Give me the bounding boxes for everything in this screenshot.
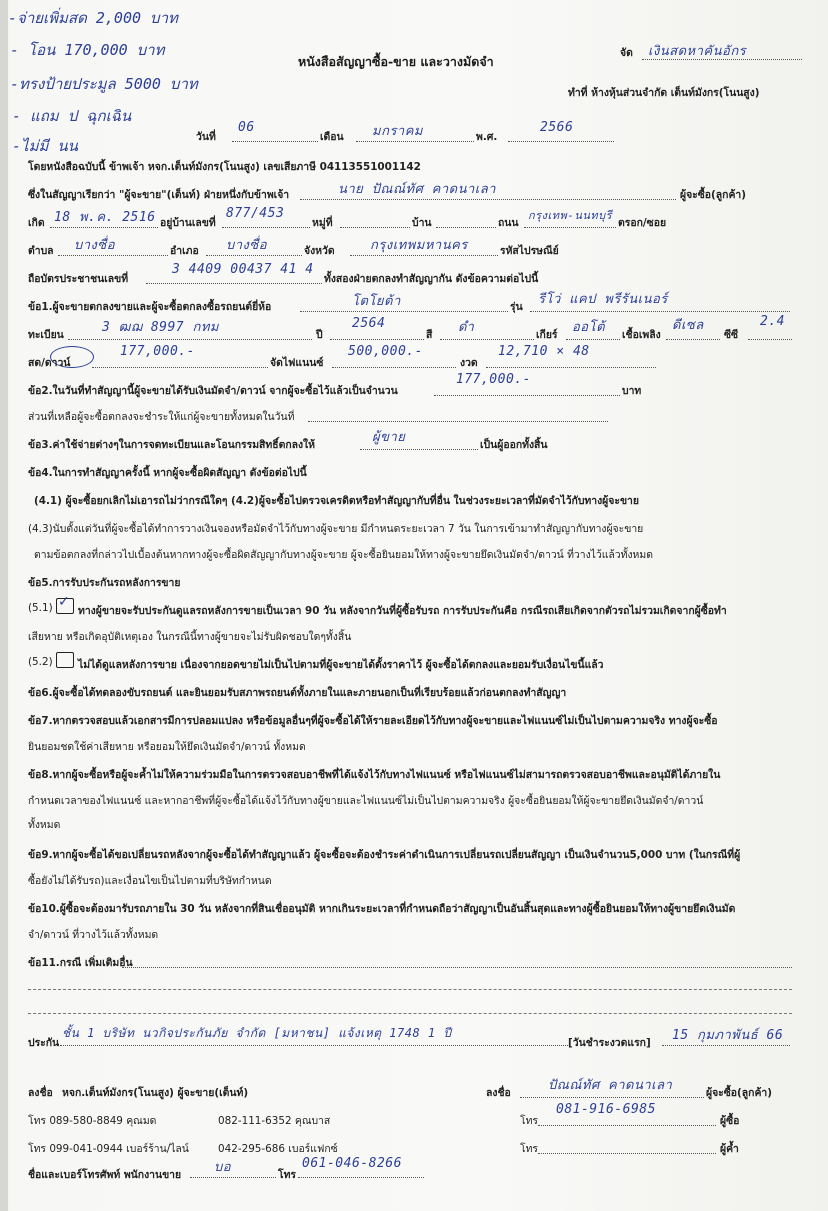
place-at: ทำที่ ห้างหุ้นส่วนจำกัด เต็นท์มังกร(โนนสูง) bbox=[568, 87, 760, 99]
seller-tel-2: 082-111-6352 คุณบาส bbox=[218, 1115, 331, 1127]
first-payment-label: [วันชำระงวดแรก] bbox=[568, 1037, 651, 1049]
cash-label: สด/ดาวน์ bbox=[28, 357, 71, 369]
district-label: อำเภอ bbox=[170, 245, 199, 257]
road-value: กรุงเทพ-นนทบุรี bbox=[528, 209, 613, 222]
clause-3: ข้อ3.ค่าใช้จ่ายต่างๆในการจดทะเบียนและโอนกรรมสิทธิ์ตกลงให้ bbox=[28, 439, 315, 451]
province-label: จังหวัด bbox=[304, 245, 335, 257]
subdistrict-value: บางซื่อ bbox=[74, 238, 116, 253]
house-value: 877/453 bbox=[226, 206, 285, 221]
note-5: -ไม่มี นน bbox=[12, 137, 78, 155]
year-value: 2566 bbox=[540, 120, 574, 135]
clause-11: ข้อ11.กรณี เพิ่มเติมอื่น bbox=[28, 957, 133, 969]
gear-label: เกียร์ bbox=[536, 329, 558, 341]
note-4: - แถม ป ฉุกเฉิน bbox=[12, 107, 132, 125]
clause-5-2: ไม่ได้ดูแลหลังการขาย เนื่องจากยอดขายไม่เป็นไปตามที่ผู้จะขายได้ตั้งราคาไว้ ผู้จะซื้อได้ตกลงและยอมรับเงื่อนไขนี้แล้ว bbox=[78, 659, 604, 671]
id-value: 3 4409 00437 41 4 bbox=[172, 262, 314, 277]
road-label: ถนน bbox=[498, 217, 519, 229]
place-value: เงินสดหาคันอักร bbox=[648, 44, 747, 59]
cc-label: ซีซี bbox=[724, 329, 739, 341]
clause-5-1a: ทางผู้ขายจะรับประกันดูแลรถหลังการขายเป็นเวลา 90 วัน หลังจากวันที่ผู้ซื้อรับรถ การรับประกันคือ กรณีรถเสียเกิดจากตัวรถไม่รวมเกิดจากผู้ซื้อทำ bbox=[78, 605, 727, 617]
buyer-name: นาย ปัณณ์ทัศ คาดนาเลา bbox=[338, 182, 496, 197]
clause-8c: ทั้งหมด bbox=[28, 819, 61, 831]
buyer-sign-label: ลงชื่อ bbox=[486, 1087, 511, 1099]
day-label: วันที่ bbox=[196, 131, 216, 143]
no-warranty-checkbox[interactable] bbox=[56, 652, 74, 668]
insurance-label: ประกัน bbox=[28, 1037, 60, 1049]
gear-value: ออโต้ bbox=[572, 320, 606, 335]
clause-4-1: (4.1) ผู้จะซื้อยกเลิกไม่เอารถไม่ว่ากรณีใดๆ (4.2)ผู้จะซื้อไปตรวจเครดิตหรือทำสัญญากับที่อื่น ในช่วงระยะเวลาที่มัดจำไว้กับทางผู้จะขาย bbox=[34, 495, 639, 507]
fuel-label: เชื้อเพลิง bbox=[622, 329, 661, 341]
car-year-label: ปี bbox=[316, 329, 323, 341]
buyer-tel-label: โทร bbox=[520, 1115, 539, 1127]
c2-unit: บาท bbox=[622, 385, 642, 397]
clause-10b: จำ/ดาวน์ ที่วางไว้แล้วทั้งหมด bbox=[28, 929, 159, 941]
color-label: สี bbox=[426, 329, 433, 341]
blank-line bbox=[28, 988, 792, 990]
car-year: 2564 bbox=[352, 316, 386, 331]
first-payment-value: 15 กุมภาพันธ์ 66 bbox=[672, 1028, 784, 1043]
clause-4-3b: ตามข้อตกลงที่กล่าวไปเบื้องต้นหากทางผู้จะซื้อผิดสัญญากับทางผู้จะขาย ผู้จะซื้อยินยอมให้ทางผู้จะขายยึดเงินมัดจำ/ดาวน์ ที่วางไว้แล้วทั้งหมด bbox=[34, 549, 654, 561]
blank-line bbox=[28, 1012, 792, 1014]
cash-value: 177,000.- bbox=[120, 344, 195, 359]
note-2: - โอน 170,000 บาท bbox=[10, 41, 165, 59]
guarantor-suffix: ผู้ค้ำ bbox=[720, 1143, 739, 1155]
subdistrict-label: ตำบล bbox=[28, 245, 54, 257]
birth-value: 18 พ.ค. 2516 bbox=[54, 210, 156, 225]
clause-4-3a: (4.3)นับตั้งแต่วันที่ผู้จะซื้อได้ทำการวางเงินจองหรือมัดจำไว้กับทางผู้จะขาย มีกำหนดระยะเวลา 7 วัน ในการเข้ามาทำสัญญากับทางผู้จะขาย bbox=[28, 523, 644, 535]
seller-tel-1: โทร 089-580-8849 คุณมด bbox=[28, 1115, 157, 1127]
clause-5-1b: เสียหาย หรือเกิดอุบัติเหตุเอง ในกรณีนี้ทางผู้ขายจะไม่รับผิดชอบใดๆทั้งสิ้น bbox=[28, 631, 352, 643]
clause-7a: ข้อ7.หากตรวจสอบแล้วเอกสารมีการปลอมแปลง หรือข้อมูลอื่นๆที่ผู้จะซื้อได้ให้รายละเอียดไว้กับทางผู้จะขายและไฟแนนซ์ไม่เป็นไปตามความจริง ทางผู้จะซื้อ bbox=[28, 715, 718, 727]
id-label: ถือบัตรประชาชนเลขที่ bbox=[28, 273, 129, 285]
month-label: เดือน bbox=[320, 131, 344, 143]
guarantor-tel-label: โทร bbox=[520, 1143, 539, 1155]
c2-amount: 177,000.- bbox=[456, 372, 531, 387]
finance-value: 500,000.- bbox=[348, 344, 423, 359]
finance-label: จัดไฟแนนซ์ bbox=[270, 357, 324, 369]
model-label: รุ่น bbox=[510, 301, 523, 313]
province-value: กรุงเทพมหานคร bbox=[370, 238, 468, 253]
staff-name: บอ bbox=[214, 1160, 232, 1175]
clause-10a: ข้อ10.ผู้ซื้อจะต้องมารับรถภายใน 30 วัน หลังจากที่สินเชื่ออนุมัติ หากเกินระยะเวลาที่กำหนดถือว่าสัญญาเป็นอันสิ้นสุดและทางผู้ซื้อยินยอมให้ทางผู้ขายยึดเงินมัด bbox=[28, 903, 736, 915]
staff-label: ชื่อและเบอร์โทรศัพท์ พนักงานขาย bbox=[28, 1169, 182, 1181]
clause-9b: ซื้อยังไม่ได้รับรถ)และเงื่อนไขเป็นไปตามที่บริษัทกำหนด bbox=[28, 875, 272, 887]
district-value: บางซื่อ bbox=[226, 238, 268, 253]
seller-line: ซึ่งในสัญญาเรียกว่า "ผู้จะขาย"(เต็นท์) ฝ่ายหนึ่งกับข้าพเจ้า bbox=[28, 189, 290, 201]
c1-label: ข้อ1.ผู้จะขายตกลงขายและผู้จะซื้อตกลงซื้อรถยนต์ยี่ห้อ bbox=[28, 301, 272, 313]
color-value: ดำ bbox=[458, 320, 475, 335]
year-label: พ.ศ. bbox=[476, 131, 498, 143]
seller-name: หจก.เต็นท์มังกร(โนนสูง) ผู้จะขาย(เต็นท์) bbox=[62, 1087, 249, 1099]
clause-7b: ยินยอมชดใช้ค่าเสียหาย หรือยอมให้ยึดเงินมัดจำ/ดาวน์ ทั้งหมด bbox=[28, 741, 306, 753]
check-mark-icon: ✓ bbox=[58, 594, 70, 610]
install-label: งวด bbox=[460, 357, 478, 369]
clause-2a: ข้อ2.ในวันที่ทำสัญญานี้ผู้จะขายได้รับเงินมัดจำ/ดาวน์ จากผู้จะซื้อไว้แล้วเป็นจำนวน bbox=[28, 385, 398, 397]
fuel-value: ดีเซล bbox=[672, 318, 704, 333]
house-label: อยู่บ้านเลขที่ bbox=[160, 217, 216, 229]
intro-text: โดยหนังสือฉบับนี้ ข้าพเจ้า หจก.เต็นท์มังกร(โนนสูง) เลขเสียภาษี 04113551001142 bbox=[28, 161, 421, 173]
c52-label: (5.2) bbox=[28, 656, 53, 668]
fax-tel: 042-295-686 เบอร์แฟกซ์ bbox=[218, 1143, 338, 1155]
install-value: 12,710 × 48 bbox=[498, 344, 590, 359]
note-1: -จ่ายเพิ่มสด 2,000 บาท bbox=[8, 9, 178, 27]
id-suffix: ทั้งสองฝ่ายตกลงทำสัญญากัน ดังข้อความต่อไปนี้ bbox=[324, 273, 539, 285]
reg-label: ทะเบียน bbox=[28, 329, 64, 341]
reg-value: 3 ฒฌ 8997 กทม bbox=[102, 320, 219, 335]
clause-4: ข้อ4.ในการทำสัญญาครั้งนี้ หากผู้จะซื้อผิดสัญญา ดังข้อต่อไปนี้ bbox=[28, 467, 307, 479]
clause-8b: กำหนดเวลาของไฟแนนซ์ และหากอาชีพที่ผู้จะซื้อได้แจ้งไว้กับทางผู้ขายและไฟแนนซ์ไม่เป็นไปตามความจริง ผู้จะซื้อยินยอมให้ผู้จะขายยึดเงินมัดจำ/ดาวน์ bbox=[28, 795, 704, 807]
seller-sign-label: ลงชื่อ bbox=[28, 1087, 53, 1099]
village-label: บ้าน bbox=[412, 217, 432, 229]
scan-edge bbox=[0, 0, 8, 1211]
page-title: หนังสือสัญญาซื้อ-ขาย และวางมัดจำ bbox=[298, 54, 494, 69]
cc-value: 2.4 bbox=[760, 314, 785, 329]
buyer-sign-suffix: ผู้จะซื้อ(ลูกค้า) bbox=[706, 1087, 772, 1099]
clause-2b: ส่วนที่เหลือผู้จะซื้อตกลงจะชำระให้แก่ผู้จะขายทั้งหมดในวันที่ bbox=[28, 411, 295, 423]
buyer-suffix: ผู้จะซื้อ(ลูกค้า) bbox=[680, 189, 746, 201]
place-suffix: จัด bbox=[620, 47, 633, 59]
clause-8a: ข้อ8.หากผู้จะซื้อหรือผู้จะค้ำไม่ให้ความร่วมมือในการตรวจสอบอาชีพที่ได้แจ้งไว้กับทางไฟแนนซ์ หรือไฟแนนซ์ไม่สามารถตรวจสอบอาชีพและอนุมัติได้ภายใน bbox=[28, 769, 721, 781]
staff-tel-label: โทร bbox=[278, 1169, 297, 1181]
buyer-tel: 081-916-6985 bbox=[556, 1102, 656, 1117]
car-brand: โตโยต้า bbox=[352, 294, 401, 309]
clause-9a: ข้อ9.หากผู้จะซื้อได้ขอเปลี่ยนรถหลังจากผู้จะซื้อได้ทำสัญญาแล้ว ผู้จะซื้อจะต้องชำระค่าดำเนินการเปลี่ยนรถเปลี่ยนสัญญา เป็นเงินจำนวน5,000 บาท (ในกรณีที่ผู้ bbox=[28, 849, 741, 861]
clause-6: ข้อ6.ผู้จะซื้อได้ทดลองขับรถยนต์ และยินยอมรับสภาพรถยนต์ทั้งภายในและภายนอกเป็นที่เรียบร้อยแล้วก่อนตกลงทำสัญญา bbox=[28, 687, 567, 699]
car-model: รีโว่ แคป พรีรันเนอร์ bbox=[538, 292, 668, 307]
note-3: -ทรงป้ายประมูล 5000 บาท bbox=[10, 75, 198, 93]
clause-5: ข้อ5.การรับประกันรถหลังการขาย bbox=[28, 577, 181, 589]
day-value: 06 bbox=[238, 120, 255, 135]
moo-label: หมู่ที่ bbox=[312, 217, 333, 229]
staff-tel: 061-046-8266 bbox=[302, 1156, 402, 1171]
c3-suffix: เป็นผู้ออกทั้งสิ้น bbox=[480, 439, 548, 451]
postal-label: รหัสไปรษณีย์ bbox=[500, 245, 559, 257]
alley-label: ตรอก/ซอย bbox=[618, 217, 667, 229]
shop-line-tel: โทร 099-041-0944 เบอร์ร้าน/ไลน์ bbox=[28, 1143, 189, 1155]
buyer-tel-suffix: ผู้ซื้อ bbox=[720, 1115, 740, 1127]
birth-label: เกิด bbox=[28, 217, 45, 229]
c3-who: ผู้ขาย bbox=[372, 430, 406, 445]
month-value: มกราคม bbox=[372, 124, 423, 139]
c51-label: (5.1) bbox=[28, 602, 53, 614]
insurance-value: ชั้น 1 บริษัท นวกิจประกันภัย จำกัด [มหาชน] แจ้งเหตุ 1748 1 ปี bbox=[62, 1026, 452, 1040]
buyer-signature: ปัณณ์ทัศ คาดนาเลา bbox=[548, 1078, 673, 1093]
